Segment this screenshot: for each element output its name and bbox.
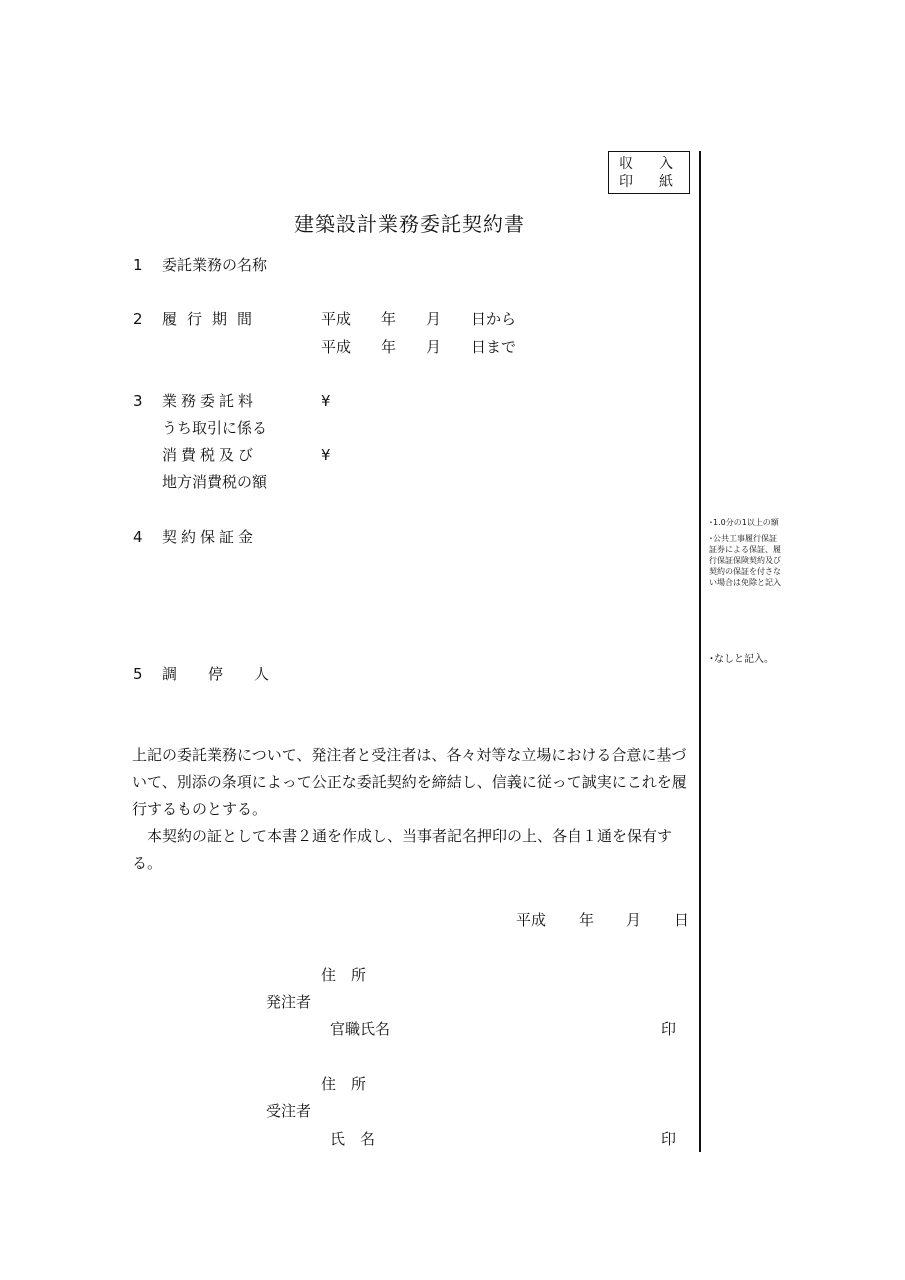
item-4-number: 4 bbox=[133, 528, 143, 546]
period-start: 平成 年 月 日から bbox=[321, 310, 517, 328]
contractor-seal: 印 bbox=[661, 1130, 677, 1148]
fee-yen-mark: ¥ bbox=[321, 392, 331, 410]
side-note-exemption: ･公共工事履行保証証券による保証、履行保証保険契約及び契約の保証を付さない場合は免除と記入 bbox=[709, 534, 781, 587]
stamp-line-2: 印 紙 bbox=[619, 174, 679, 190]
date-year: 年 bbox=[579, 911, 595, 929]
side-note-guarantee-amount: ･1.0分の1以上の額 bbox=[709, 518, 779, 527]
orderer-address-label: 住 所 bbox=[321, 966, 367, 984]
item-4-label: 契約保証金 bbox=[162, 528, 258, 546]
stamp-line-1: 収 入 bbox=[619, 156, 679, 172]
side-note-none: ･なしと記入。 bbox=[709, 654, 774, 665]
margin-divider-line bbox=[699, 151, 701, 1152]
contractor-address-label: 住 所 bbox=[321, 1075, 367, 1093]
contractor-role: 受注者 bbox=[266, 1102, 312, 1120]
orderer-name-label: 官職氏名 bbox=[330, 1020, 391, 1038]
date-month: 月 bbox=[626, 911, 642, 929]
item-5-number: 5 bbox=[133, 665, 143, 683]
orderer-seal: 印 bbox=[661, 1020, 677, 1038]
item-5-label: 調 停 人 bbox=[162, 665, 278, 683]
item-2-label: 履行期間 bbox=[162, 310, 263, 328]
date-era: 平成 bbox=[516, 911, 547, 929]
period-end: 平成 年 月 日まで bbox=[321, 338, 517, 356]
tax-label-line-1: うち取引に係る bbox=[162, 419, 268, 437]
item-2-number: 2 bbox=[133, 310, 143, 328]
contractor-name-label: 氏 名 bbox=[330, 1130, 376, 1148]
tax-label-line-2: 消費税及び bbox=[162, 446, 258, 464]
tax-label-line-3: 地方消費税の額 bbox=[162, 473, 268, 491]
item-1-label: 委託業務の名称 bbox=[162, 256, 268, 274]
revenue-stamp-box bbox=[608, 151, 690, 194]
date-day: 日 bbox=[674, 911, 690, 929]
item-3-label: 業務委託料 bbox=[162, 392, 258, 410]
agreement-paragraph: 上記の委託業務について、発注者と受注者は、各々対等な立場における合意に基づいて、別添の条項によって公正な委託契約を締結し、信義に従って誠実にこれを履行するものとする。 bbox=[132, 746, 687, 818]
tax-yen-mark: ¥ bbox=[321, 446, 331, 464]
orderer-role: 発注者 bbox=[266, 993, 312, 1011]
item-1-number: 1 bbox=[133, 256, 143, 274]
document-title: 建築設計業務委託契約書 bbox=[294, 212, 525, 236]
copies-paragraph: 本契約の証として本書２通を作成し、当事者記名押印の上、各自１通を保有する。 bbox=[132, 827, 673, 872]
item-3-number: 3 bbox=[133, 392, 143, 410]
